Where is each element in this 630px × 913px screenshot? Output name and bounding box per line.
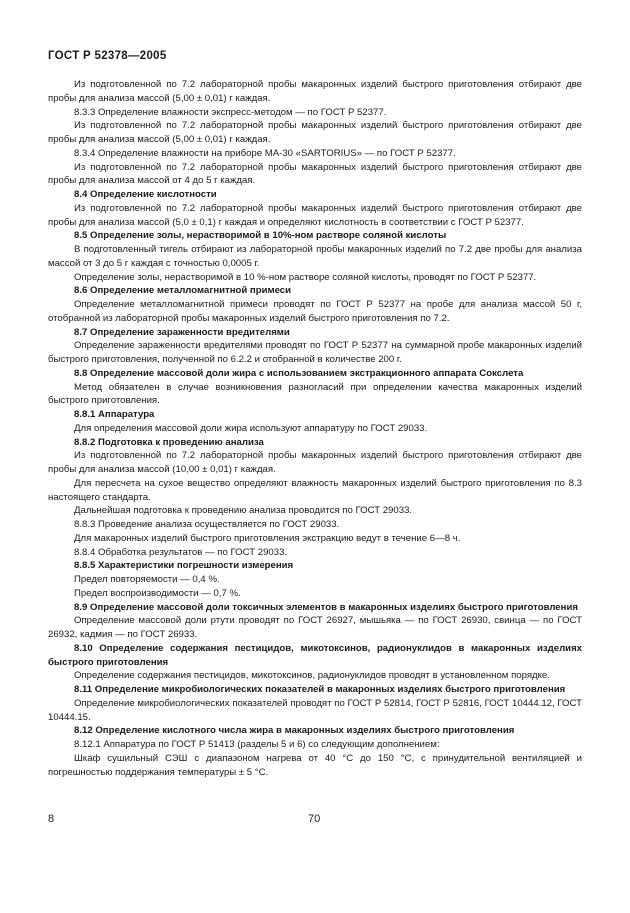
section-heading: 8.7 Определение зараженности вредителями	[74, 326, 290, 338]
body-paragraph: Из подготовленной по 7.2 лабораторной пробы макаронных изделий быстрого приготовления отбирают две пробы для анализа массой (5,0 ± 0,1) г каждая и определяют кислотность в соответствии с ГОСТ Р 52377.	[48, 202, 582, 228]
section-heading: 8.6 Определение металломагнитной примеси	[74, 285, 292, 297]
section-heading: 8.8.1 Аппаратура	[74, 409, 155, 420]
body-paragraph: 8.12.1 Аппаратура по ГОСТ Р 51413 (разделы 5 и 6) со следующим дополнением:	[74, 739, 440, 750]
body-paragraph: 8.8.3 Проведение анализа осуществляется по ГОСТ 29033.	[74, 519, 340, 530]
section-heading: 8.10 Определение содержания пестицидов, микотоксинов, радионуклидов в макаронных изделиях быстрого приготовления	[48, 642, 582, 668]
body-paragraph: Из подготовленной по 7.2 лабораторной пробы макаронных изделий быстрого приготовления отбирают две пробы для анализа массой (10,00 ± 0,01) г каждая.	[48, 450, 582, 475]
body-paragraph: Из подготовленной по 7.2 лабораторной пробы макаронных изделий быстрого приготовления отбирают две пробы для анализа массой (5,00 ± 0,01) г каждая.	[48, 79, 582, 104]
body-paragraph: 8.3.3 Определение влажности экспресс-методом — по ГОСТ Р 52377.	[74, 106, 387, 118]
document-body	[48, 78, 582, 779]
body-paragraph: Определение содержания пестицидов, микотоксинов, радионуклидов проводят в установленном порядке.	[74, 670, 550, 682]
section-heading: 8.8.5 Характеристики погрешности измерения	[74, 560, 294, 572]
body-paragraph: Определение металломагнитной примеси проводят по ГОСТ Р 52377 на пробе для анализа массой 50 г, отобранной из лабораторной пробы макаронных изделий быстрого приготовления по 7.2.	[48, 299, 582, 324]
body-paragraph: Для макаронных изделий быстрого приготовления экстракцию ведут в течение 6—8 ч.	[74, 532, 461, 544]
body-paragraph: Предел повторяемости — 0,4 %.	[74, 574, 220, 585]
section-heading: 8.9 Определение массовой доли токсичных элементов в макаронных изделиях быстрого приготовления	[74, 601, 578, 613]
document-header: ГОСТ Р 52378—2005	[48, 50, 167, 62]
section-heading: 8.11 Определение микробиологических показателей в макаронных изделиях быстрого приготовления	[74, 684, 566, 695]
body-paragraph: Метод обязателен в случае возникновения разногласий при определении качества макаронных изделий быстрого приготовления.	[48, 381, 582, 407]
section-heading: 8.8 Определение массовой доли жира с использованием экстракционного аппарата Сокслета	[74, 367, 524, 379]
body-paragraph: Определение массовой доли ртути проводят по ГОСТ 26927, мышьяка — по ГОСТ 26930, свинца — по ГОСТ 26932, кадмия — по ГОСТ 26933.	[48, 615, 582, 640]
body-paragraph: Дальнейшая подготовка к проведению анализа проводится по ГОСТ 29033.	[74, 505, 413, 517]
body-paragraph: Предел воспроизводимости — 0,7 %.	[74, 587, 241, 599]
body-paragraph: 8.3.4 Определение влажности на приборе МА-30 «SARTORIUS» — по ГОСТ Р 52377.	[74, 147, 456, 159]
body-paragraph: Определение золы, нерастворимой в 10 %-ном растворе соляной кислоты, проводят по ГОСТ Р 52377.	[74, 271, 537, 283]
section-heading: 8.8.2 Подготовка к проведению анализа	[74, 436, 264, 448]
section-heading: 8.4 Определение кислотности	[74, 189, 217, 200]
section-heading: 8.12 Определение кислотного числа жира в макаронных изделиях быстрого приготовления	[74, 725, 515, 737]
section-heading: 8.5 Определение золы, нерастворимой в 10%-ном растворе соляной кислоты	[74, 230, 447, 242]
page-number: 8	[48, 813, 55, 825]
body-paragraph: 8.8.4 Обработка результатов — по ГОСТ 29033.	[74, 546, 288, 558]
sheet-number: 70	[308, 813, 321, 825]
body-paragraph: Для определения массовой доли жира используют аппаратуру по ГОСТ 29033.	[74, 422, 428, 434]
body-paragraph: Определение зараженности вредителями проводят по ГОСТ Р 52377 на суммарной пробе макаронных изделий быстрого приготовления, полученной по 6.2.2 и отобранной в количестве 200 г.	[48, 340, 582, 365]
body-paragraph: Для пересчета на сухое вещество определяют влажность макаронных изделий быстрого приготовления по 8.3 настоящего стандарта.	[48, 477, 582, 503]
body-paragraph: В подготовленный тигель отбирают из лабораторной пробы макаронных изделий по 7.2 две пробы для анализа массой от 3 до 5 г каждая с точностью 0,0005 г.	[48, 244, 582, 269]
body-paragraph: Шкаф сушильный СЭШ с диапазоном нагрева от 40 °С до 150 °С, с принудительной вентиляцией и погрешностью поддержания температуры ± 5 °С.	[48, 752, 582, 778]
body-paragraph: Определение микробиологических показателей проводят по ГОСТ Р 52814, ГОСТ Р 52816, ГОСТ 10444.12, ГОСТ 10444.15.	[48, 697, 582, 723]
body-paragraph: Из подготовленной по 7.2 лабораторной пробы макаронных изделий быстрого приготовления отбирают две пробы для анализа массой от 4 до 5 г каждая.	[48, 161, 582, 187]
body-paragraph: Из подготовленной по 7.2 лабораторной пробы макаронных изделий быстрого приготовления отбирают две пробы для анализа массой (5,00 ± 0,01) г каждая.	[48, 120, 582, 145]
